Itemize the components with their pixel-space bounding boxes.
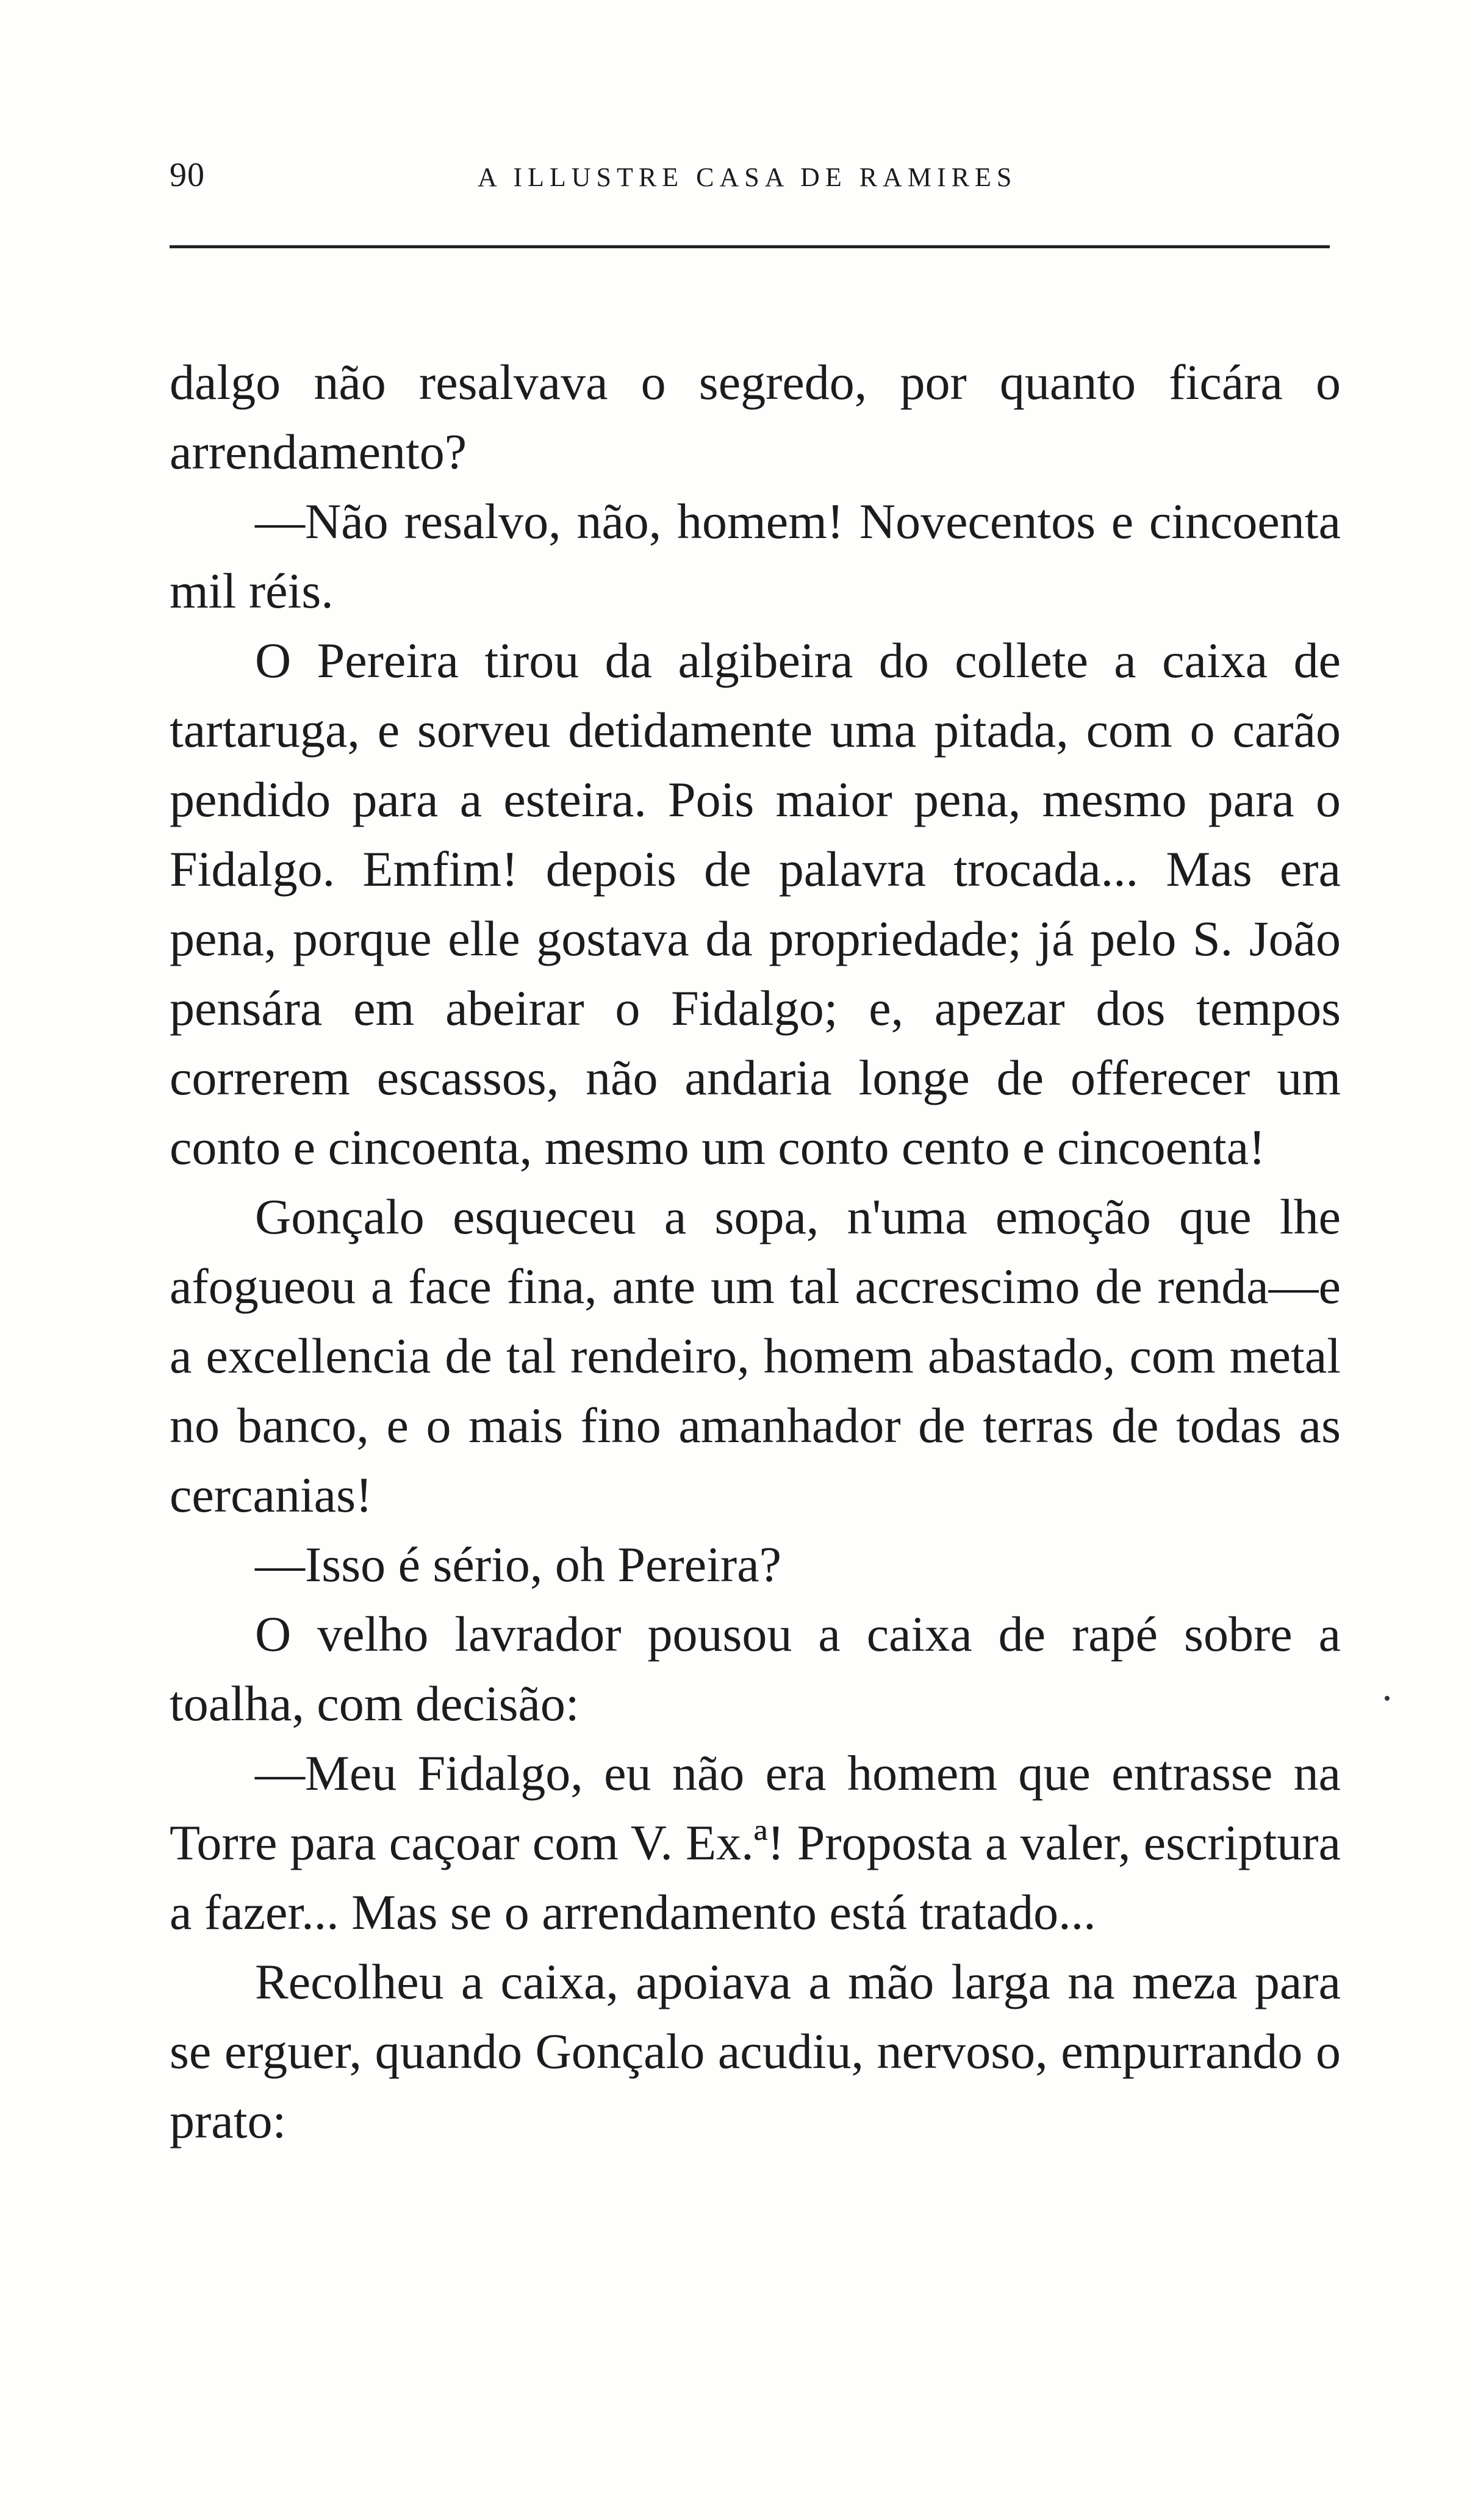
running-title: A ILLUSTRE CASA DE RAMIRES xyxy=(478,162,1017,192)
header-rule xyxy=(170,245,1330,248)
paragraph: —Isso é sério, oh Pereira? xyxy=(255,1537,782,1592)
paragraph: —Meu Fidalgo, eu não era homem que entrasse na Torre para caçoar com V. Ex.ª! Proposta a valer, escriptura a fazer... Mas se o arrendamento está tratado... xyxy=(170,1745,1341,1940)
paragraph: —Não resalvo, não, homem! Novecentos e cincoenta mil réis. xyxy=(170,494,1341,619)
paragraph: O velho lavrador pousou a caixa de rapé sobre a toalha, com decisão: xyxy=(170,1606,1341,1731)
paragraph: dalgo não resalvava o segredo, por quanto ficára o arrendamento? xyxy=(170,354,1341,479)
body-text xyxy=(170,348,1341,2156)
paragraph: Recolheu a caixa, apoiava a mão larga na meza para se erguer, quando Gonçalo acudiu, nervoso, empurrando o prato: xyxy=(170,1954,1341,2148)
print-speck xyxy=(1385,1696,1390,1701)
page-number: 90 xyxy=(170,156,205,194)
running-head xyxy=(170,156,1329,204)
paragraph: O Pereira tirou da algibeira do collete a caixa de tartaruga, e sorveu detidamente uma pitada, com o carão pendido para a esteira. Pois maior pena, mesmo para o Fidalgo. Emfim! depois de palavra trocada... Mas era pena, porque elle gostava da propriedade; já pelo S. João pensára em abeirar o Fidalgo; e, apezar dos tempos correrem escassos, não andaria longe de offerecer um conto e cincoenta, mesmo um conto cento e cincoenta! xyxy=(170,633,1341,1175)
paragraph: Gonçalo esqueceu a sopa, n'uma emoção que lhe afogueou a face fina, ante um tal accrescimo de renda—e a excellencia de tal rendeiro, homem abastado, com metal no banco, e o mais fino amanhador de terras de todas as cercanias! xyxy=(170,1189,1341,1523)
